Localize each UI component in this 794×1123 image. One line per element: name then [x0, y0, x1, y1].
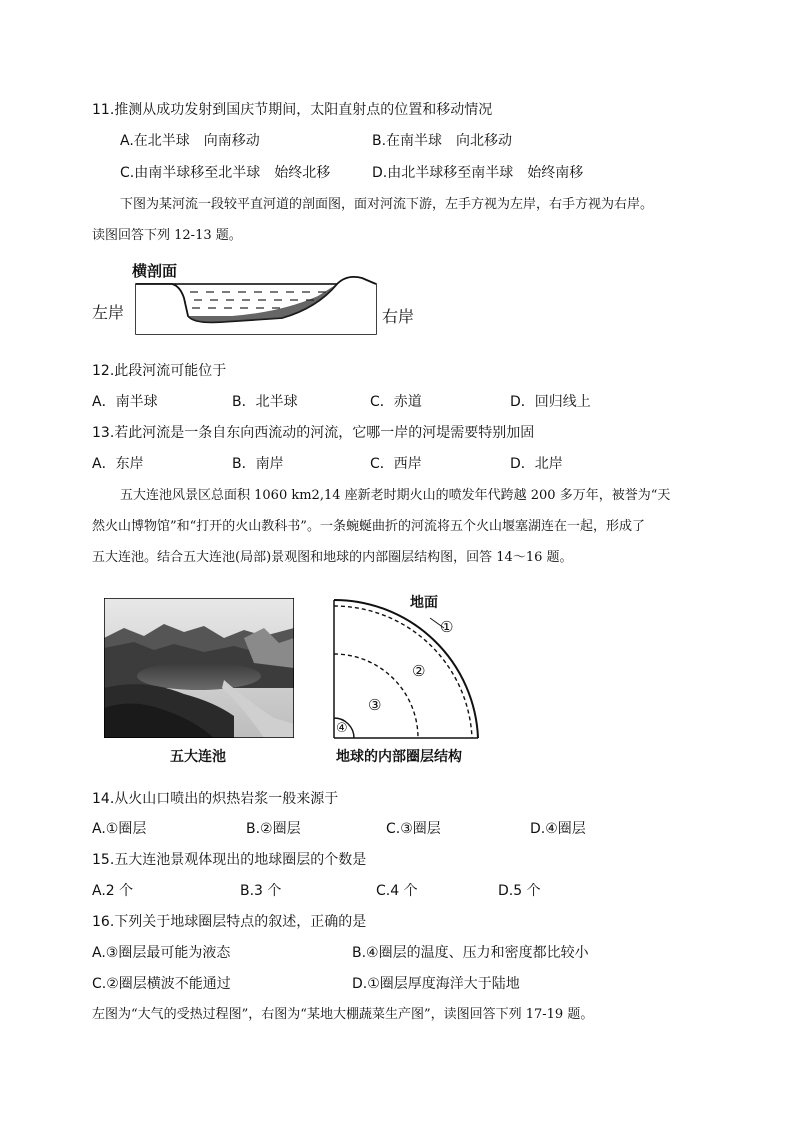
intro-14-line-3: 五大连池。结合五大连池(局部)景观图和地球的内部圈层结构图，回答 14～16 题。 [92, 550, 573, 565]
layer-1-label: ① [440, 618, 454, 636]
question-15-option-a: A.2 个 [92, 883, 134, 899]
landscape-photo-image [104, 598, 294, 738]
question-12-stem: 12.此段河流可能位于 [92, 363, 227, 379]
earth-structure-figure [330, 592, 490, 742]
question-13-stem: 13.若此河流是一条自东向西流动的河流，它哪一岸的河堤需要特别加固 [92, 425, 535, 441]
question-11-option-b: B.在南半球 向北移动 [372, 133, 513, 149]
intro-14-line-1: 五大连池风景区总面积 1060 km2,14 座新老时期火山的喷发年代跨越 200 多万年，被誉为“天 [120, 488, 671, 503]
question-14-option-a: A.①圈层 [92, 821, 147, 837]
question-11-stem: 11.推测从成功发射到国庆节期间，太阳直射点的位置和移动情况 [92, 102, 493, 118]
question-15-option-b: B.3 个 [240, 883, 282, 899]
earth-figure-caption: 地球的内部圈层结构 [336, 749, 462, 765]
photo-caption: 五大连池 [170, 749, 226, 765]
question-15-option-c: C.4 个 [376, 883, 418, 899]
question-11-option-a: A.在北半球 向南移动 [120, 133, 260, 149]
question-14-option-b: B.②圈层 [246, 821, 301, 837]
wudalianchi-photo [104, 598, 294, 738]
surface-label: 地面 [410, 595, 438, 611]
question-12-option-c: C．赤道 [370, 394, 422, 410]
question-12-option-d: D．回归线上 [510, 394, 591, 410]
intro-17-line: 左图为“大气的受热过程图”，右图为“某地大棚蔬菜生产图”，读图回答下列 17-19 题。 [92, 1007, 594, 1022]
question-12-option-b: B．北半球 [232, 394, 298, 410]
intro-12-line-1: 下图为某河流一段较平直河道的剖面图，面对河流下游，左手方视为左岸，右手方视为右岸。 [120, 197, 654, 212]
question-13-option-b: B．南岸 [232, 456, 284, 472]
intro-12-line-2: 读图回答下列 12-13 题。 [92, 228, 242, 243]
question-11-option-c: C.由南半球移至北半球 始终北移 [120, 165, 331, 181]
question-16-option-d: D.①圈层厚度海洋大于陆地 [352, 976, 520, 992]
river-right-bank-label: 右岸 [382, 307, 415, 326]
question-14-option-d: D.④圈层 [530, 821, 586, 837]
question-14-option-c: C.③圈层 [386, 821, 441, 837]
question-16-option-a: A.③圈层最可能为液态 [92, 945, 231, 961]
layer-3-label: ③ [368, 696, 382, 714]
layer-2-label: ② [412, 662, 426, 680]
question-16-option-c: C.②圈层横波不能通过 [92, 976, 231, 992]
question-13-option-a: A．东岸 [92, 456, 144, 472]
river-figure-title: 横剖面 [132, 262, 178, 280]
layer-4-label: ④ [336, 721, 348, 736]
question-12-option-a: A．南半球 [92, 394, 158, 410]
river-left-bank-label: 左岸 [92, 303, 125, 322]
question-13-option-d: D．北岸 [510, 456, 563, 472]
river-profile-diagram [132, 268, 382, 336]
river-cross-section-figure [92, 258, 432, 338]
question-15-option-d: D.5 个 [498, 883, 541, 899]
earth-layers-diagram [330, 592, 490, 742]
question-11-option-d: D.由北半球移至南半球 始终南移 [372, 165, 584, 181]
question-13-option-c: C．西岸 [370, 456, 422, 472]
question-16-option-b: B.④圈层的温度、压力和密度都比较小 [352, 945, 589, 961]
question-15-stem: 15.五大连池景观体现出的地球圈层的个数是 [92, 852, 367, 868]
question-14-stem: 14.从火山口喷出的炽热岩浆一般来源于 [92, 791, 339, 807]
question-16-stem: 16.下列关于地球圈层特点的叙述，正确的是 [92, 914, 367, 930]
intro-14-line-2: 然火山博物馆”和“打开的火山教科书”。一条蜿蜒曲折的河流将五个火山堰塞湖连在一起，形成了 [92, 519, 645, 534]
